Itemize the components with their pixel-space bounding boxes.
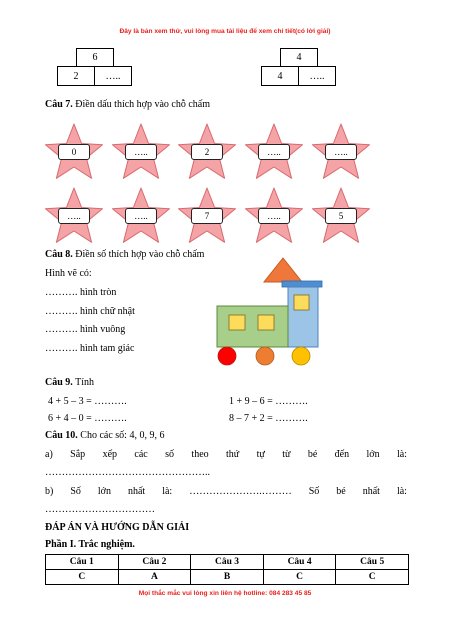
split-left-cell: 2 [57,66,95,86]
q10-word: số [165,449,175,460]
star-label: ….. [125,208,157,224]
train-picture [212,255,330,370]
q10-word: b) [45,486,54,497]
answer-value-cell: C [46,570,119,585]
star-shape [110,185,172,247]
wagon-rectangle [217,306,288,347]
q10-a-answer-line: ………………………………………….. [45,467,210,478]
q10-part-b [45,486,407,497]
star-shape [243,121,305,183]
answer-table [45,554,409,585]
wheel-circle [292,347,310,365]
star-shape [176,121,238,183]
star-shape [310,185,372,247]
q10-word: bé [336,486,346,497]
q9-heading [45,377,94,388]
star-label: 7 [191,208,223,224]
star-label: ….. [58,208,90,224]
q10-word: tự [256,449,265,460]
star-shape [176,185,238,247]
q9-expression: 6 + 4 – 0 = ………. [48,413,127,424]
q10-word: theo [191,449,209,460]
answers-part-title: Phần I. Trắc nghiệm. [45,539,135,550]
wagon-window [229,315,245,330]
q10-word: nhất [362,486,380,497]
wheel-circle [256,347,274,365]
answer-value-cell: C [336,570,409,585]
q8-intro: Hình vẽ có: [45,268,92,279]
answer-table-value-row [46,570,409,585]
q10-word: từ [282,449,291,460]
split-top-cell: 4 [280,48,318,67]
q10-word: Sắp [70,449,86,460]
q9-label: Câu 9. [45,377,73,388]
q9-expression: 8 – 7 + 2 = ………. [229,413,308,424]
footer-banner: Mọi thắc mắc vui lòng xin liên hệ hotline: 084 283 45 85 [138,590,312,597]
q7-text: Điền dấu thích hợp vào chỗ chấm [75,99,210,110]
roof-triangle [264,258,302,282]
split-right-cell: ….. [298,66,336,86]
q10-word: lớn [366,449,380,460]
star-shape [43,121,105,183]
q10-text: Cho các số: 4, 0, 9, 6 [80,430,165,441]
q9-expression: 1 + 9 – 6 = ………. [229,396,308,407]
answer-header-cell: Câu 1 [46,555,119,570]
q8-label: Câu 8. [45,249,73,260]
q9-expression: 4 + 5 – 3 = ………. [48,396,127,407]
q10-label: Câu 10. [45,430,78,441]
answer-value-cell: A [118,570,191,585]
answers-title: ĐÁP ÁN VÀ HƯỚNG DẪN GIẢI [45,522,190,533]
q8-text: Điền số thích hợp vào chỗ chấm [75,249,205,260]
q10-word: a) [45,449,53,460]
q10-b-answer-line: …………………………… [45,504,155,515]
star-label: 0 [58,144,90,160]
star-label: ….. [125,144,157,160]
wheel-circle [218,347,236,365]
header-banner: Đây là bản xem thử, vui lòng mua tài liệu để xem chi tiết(có lời giải) [119,28,331,35]
answer-table-header-row [46,555,409,570]
answer-header-cell: Câu 3 [191,555,264,570]
tower-window [294,295,309,310]
q10-word: nhất [127,486,146,497]
star-shape [310,121,372,183]
q8-line: ………. hình chữ nhật [45,306,135,317]
q10-word: là: [162,486,173,497]
q7-heading [45,99,210,110]
wagon-window [258,315,274,330]
answer-value-cell: C [263,570,336,585]
q7-label: Câu 7. [45,99,73,110]
q10-heading [45,430,164,441]
q10-word: các [134,449,148,460]
star-label: ….. [258,144,290,160]
q10-word: Số [70,486,81,497]
star-shape [243,185,305,247]
star-shape [43,185,105,247]
star-label: ….. [258,208,290,224]
split-top-cell: 6 [76,48,114,67]
q10-word: Số [308,486,320,497]
star-shape [110,121,172,183]
star-label: 5 [325,208,357,224]
q8-line: ………. hình vuông [45,324,126,335]
q10-word: xếp [102,449,118,460]
q8-line: ………. hình tròn [45,287,117,298]
q10-word: lớn [97,486,111,497]
answer-header-cell: Câu 2 [118,555,191,570]
q10-word: là: [396,486,407,497]
star-label: ….. [325,144,357,160]
answer-header-cell: Câu 4 [263,555,336,570]
q8-line: ………. hình tam giác [45,343,135,354]
q8-heading [45,249,204,260]
q10-word: là: [396,449,407,460]
q10-part-a [45,449,407,460]
q10-word: thứ [226,449,240,460]
split-left-cell: 4 [261,66,299,86]
answer-value-cell: B [191,570,264,585]
q10-word: ………………….……… [189,486,292,497]
roof-bar [282,281,322,287]
star-label: 2 [191,144,223,160]
q10-word: đến [334,449,350,460]
q10-word: bé [307,449,318,460]
split-right-cell: ….. [94,66,132,86]
answer-header-cell: Câu 5 [336,555,409,570]
q9-text: Tính [75,377,95,388]
